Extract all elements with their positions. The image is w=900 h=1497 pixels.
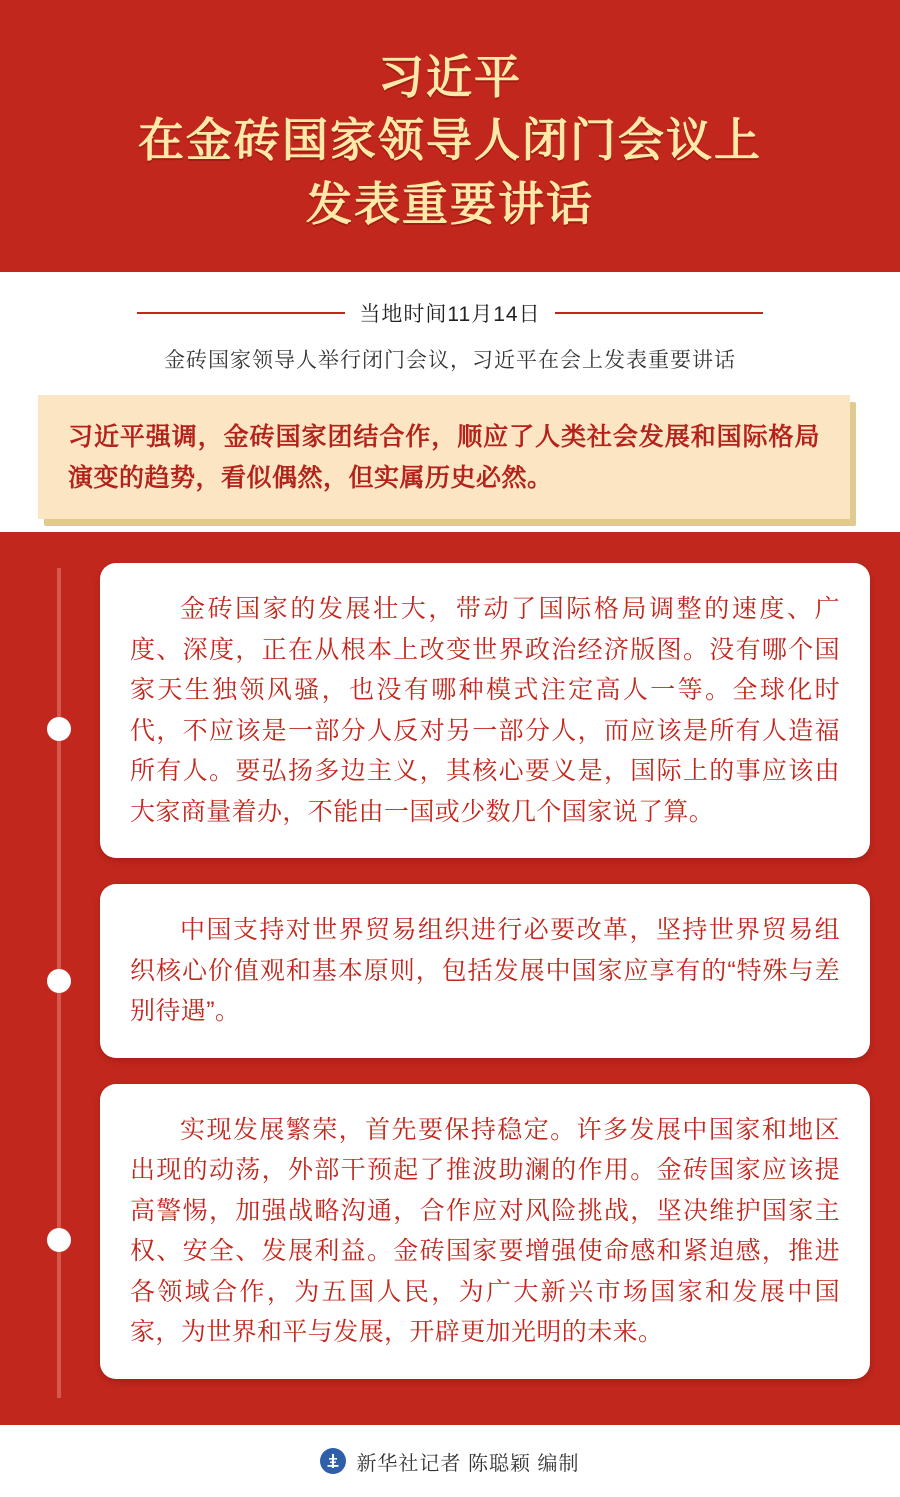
subtitle-text: 金砖国家领导人举行闭门会议，习近平在会上发表重要讲话 [164,349,736,372]
timeline-dot-3 [47,1228,71,1252]
page-title-line-1: 习近平 [378,50,522,103]
timeline-dot-2 [47,969,71,993]
rule-right-divider [555,312,763,314]
highlight-section [0,392,900,532]
page-title [138,46,762,236]
timeline-dot-1 [47,717,71,741]
footer-credit: 新华社记者 陈聪颖 编制 [356,1452,580,1475]
quote-card-text: 中国支持对世界贸易组织进行必要改革，坚持世界贸易组织核心价值观和基本原则，包括发展中国家应享有的“特殊与差别待遇”。 [130,916,840,1025]
quote-card [100,1084,870,1379]
highlight-box [38,395,850,519]
quote-card-list [100,563,870,1405]
date-text: 当地时间11月14日 [359,303,541,326]
xinhua-logo-icon [320,1448,346,1474]
dateline [0,298,900,328]
quote-card [100,884,870,1058]
highlight-text: 习近平强调，金砖国家团结合作，顺应了人类社会发展和国际格局演变的趋势，看似偶然，但实属历史必然。 [68,423,820,493]
page-title-line-2: 在金砖国家领导人闭门会议上 [138,114,762,167]
page-title-line-3: 发表重要讲话 [306,177,594,230]
header-banner [0,0,900,272]
dateline-section [0,272,900,392]
rule-left-divider [137,312,345,314]
footer [0,1425,900,1497]
quote-card-text: 金砖国家的发展壮大，带动了国际格局调整的速度、广度、深度，正在从根本上改变世界政治经济版图。没有哪个国家天生独领风骚，也没有哪种模式注定高人一等。全球化时代，不应该是一部分人反对另一部分人，而应该是所有人造福所有人。要弘扬多边主义，其核心要义是，国际上的事应该由大家商量着办，不能由一国或少数几个国家说了算。 [130,595,840,826]
quote-card-text: 实现发展繁荣，首先要保持稳定。许多发展中国家和地区出现的动荡，外部干预起了推波助澜的作用。金砖国家应该提高警惕，加强战略沟通，合作应对风险挑战，坚决维护国家主权、安全、发展利益。金砖国家要增强使命感和紧迫感，推进各领域合作，为五国人民，为广大新兴市场国家和发展中国家，为世界和平与发展，开辟更加光明的未来。 [130,1115,840,1346]
quote-card [100,563,870,858]
